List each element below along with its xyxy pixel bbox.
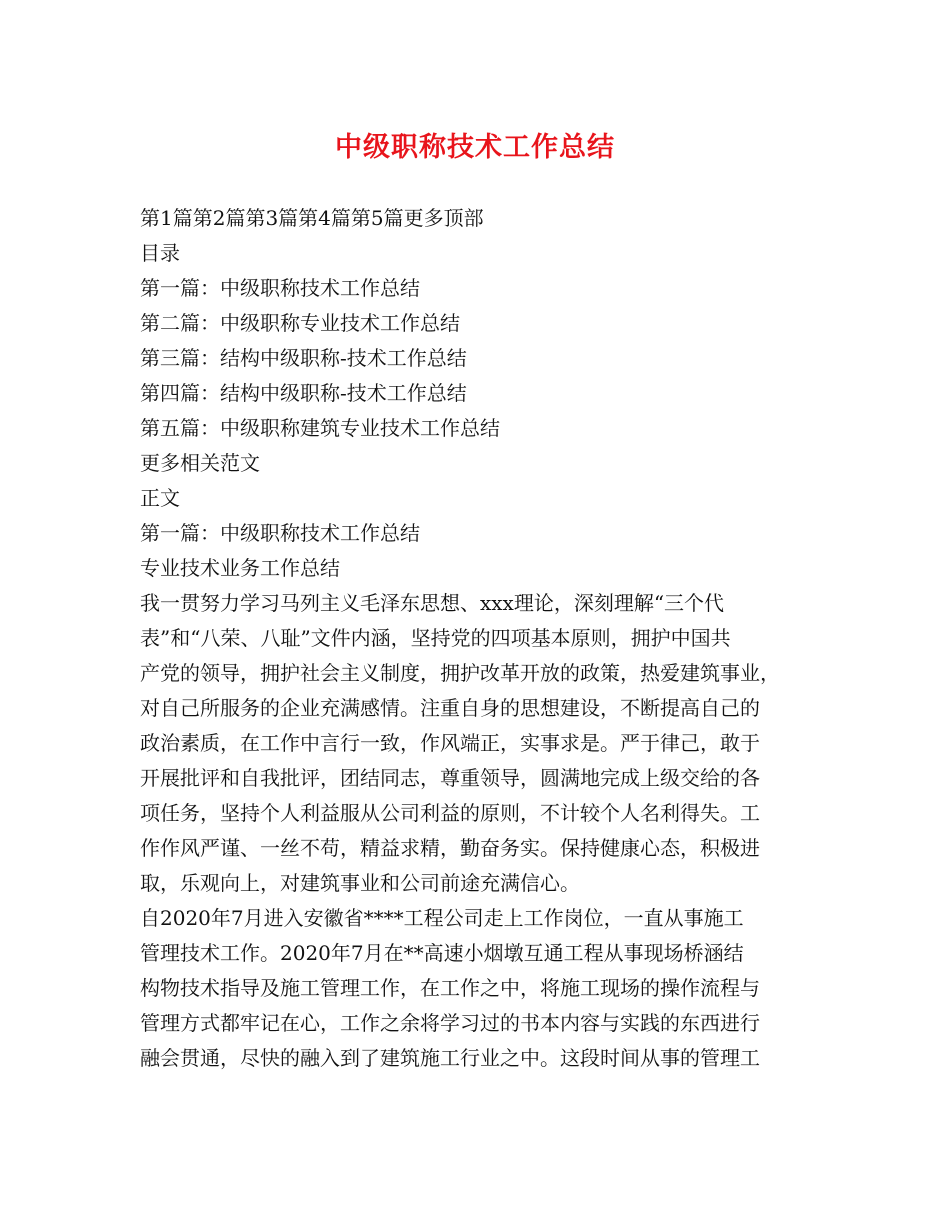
paragraph-line: 项任务，坚持个人利益服从公司利益的原则，不计较个人名利得失。工 <box>140 801 760 825</box>
toc-item-3: 第三篇：结构中级职称-技术工作总结 <box>140 346 467 370</box>
document-body <box>140 201 820 1076</box>
paragraph-line: 融会贯通，尽快的融入到了建筑施工行业之中。这段时间从事的管理工 <box>140 1046 760 1070</box>
body-heading: 正文 <box>140 486 180 510</box>
paragraph-line: 构物技术指导及施工管理工作，在工作之中，将施工现场的操作流程与 <box>140 976 760 1000</box>
toc-item-5: 第五篇：中级职称建筑专业技术工作总结 <box>140 416 500 440</box>
paragraph-line: 管理方式都牢记在心，工作之余将学习过的书本内容与实践的东西进行 <box>140 1011 760 1035</box>
more-related-link: 更多相关范文 <box>140 451 260 475</box>
paragraph-line: 产党的领导，拥护社会主义制度，拥护改革开放的政策，热爱建筑事业， <box>140 661 780 685</box>
paragraph-line: 作作风严谨、一丝不苟，精益求精，勤奋务实。保持健康心态，积极进 <box>140 836 760 860</box>
paragraph-line: 我一贯努力学习马列主义毛泽东思想、xxx理论，深刻理解“三个代 <box>140 591 725 615</box>
toc-item-4: 第四篇：结构中级职称-技术工作总结 <box>140 381 467 405</box>
paragraph-line: 管理技术工作。2020年7月在**高速小烟墩互通工程从事现场桥涵结 <box>140 941 744 965</box>
paragraph-2 <box>140 901 820 1076</box>
toc-item-2: 第二篇：中级职称专业技术工作总结 <box>140 311 460 335</box>
toc-heading: 目录 <box>140 241 180 265</box>
paragraph-line: 对自己所服务的企业充满感情。注重自身的思想建设，不断提高自己的 <box>140 696 760 720</box>
section-subtitle: 专业技术业务工作总结 <box>140 556 340 580</box>
paragraph-line: 取，乐观向上，对建筑事业和公司前途充满信心。 <box>140 871 580 895</box>
paragraph-1 <box>140 586 820 901</box>
toc-item-1: 第一篇：中级职称技术工作总结 <box>140 276 420 300</box>
paragraph-line: 自2020年7月进入安徽省****工程公司走上工作岗位，一直从事施工 <box>140 906 744 930</box>
paragraph-line: 表”和“八荣、八耻”文件内涵，坚持党的四项基本原则，拥护中国共 <box>140 626 731 650</box>
nav-line: 第1篇第2篇第3篇第4篇第5篇更多顶部 <box>140 206 484 230</box>
section-title: 第一篇：中级职称技术工作总结 <box>140 521 420 545</box>
document-title: 中级职称技术工作总结 <box>335 132 615 163</box>
paragraph-line: 开展批评和自我批评，团结同志，尊重领导，圆满地完成上级交给的各 <box>140 766 760 790</box>
paragraph-line: 政治素质，在工作中言行一致，作风端正，实事求是。严于律己，敢于 <box>140 731 760 755</box>
